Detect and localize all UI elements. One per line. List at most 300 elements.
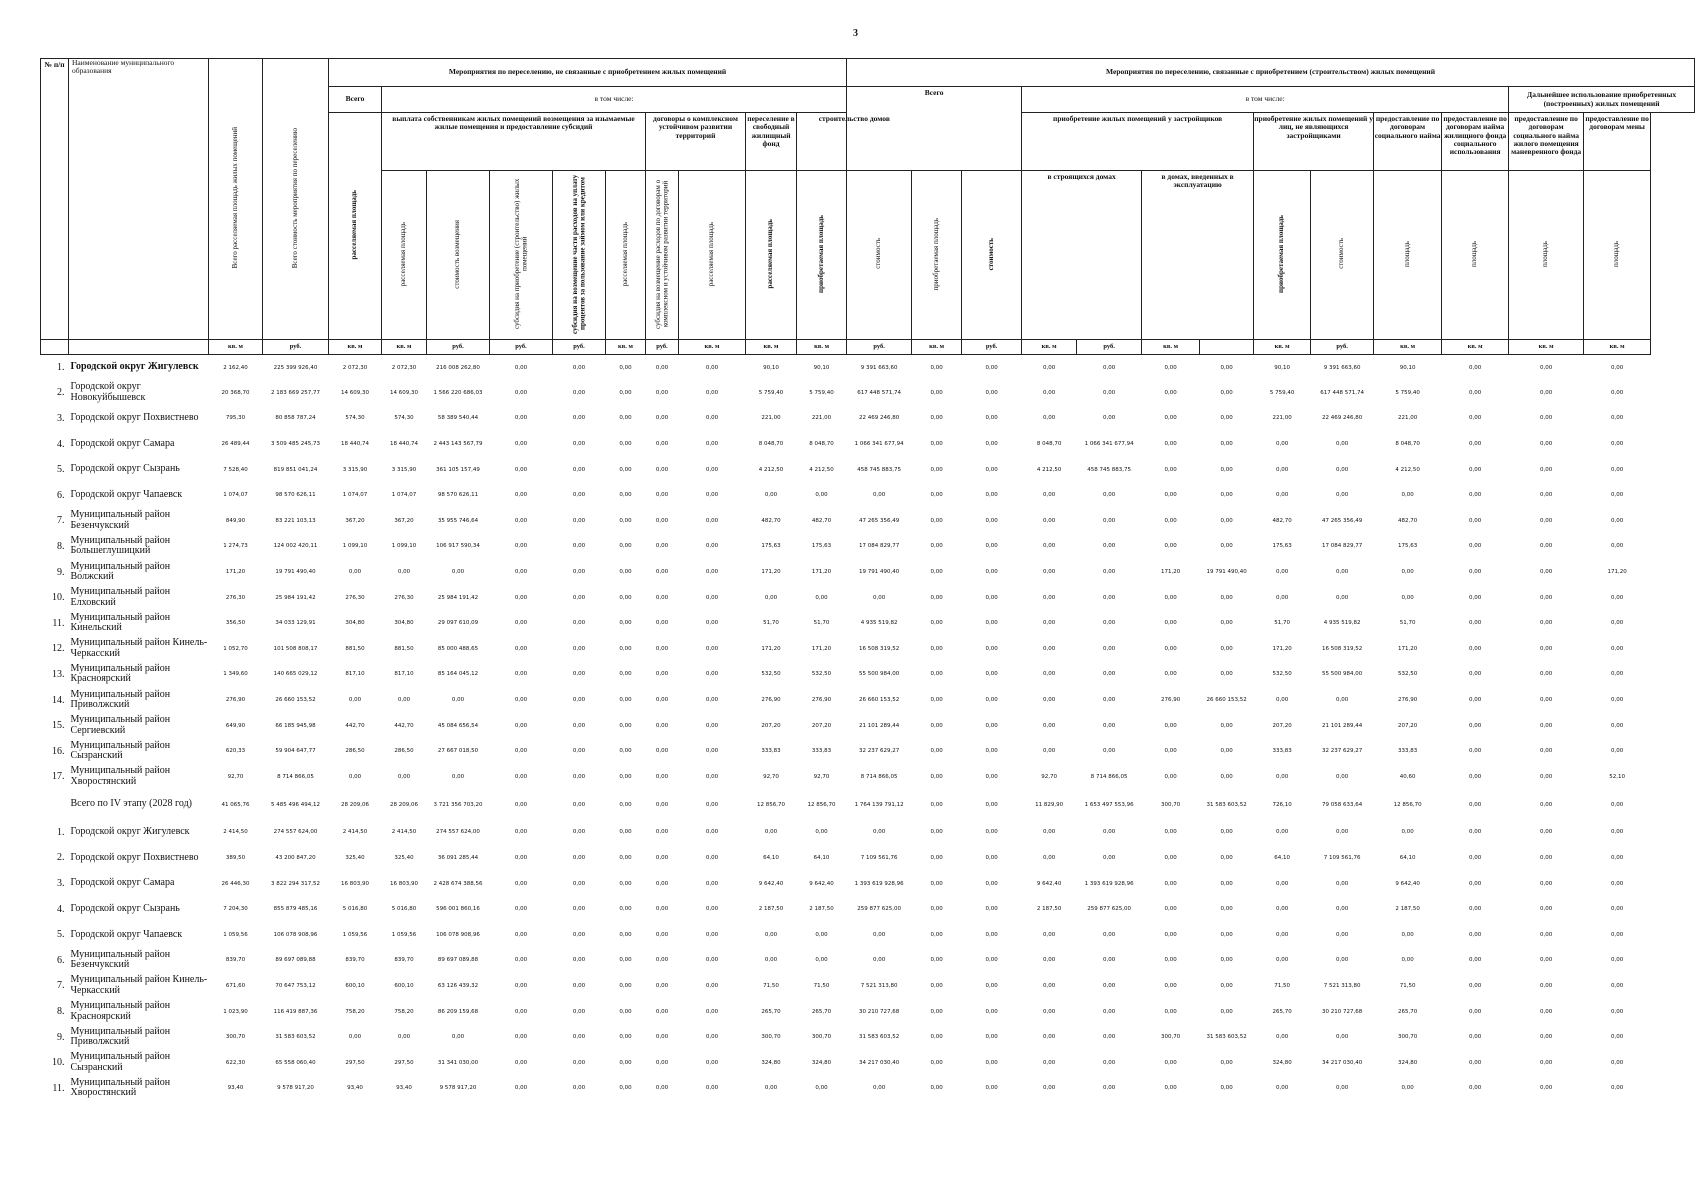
cell-value: 0,00 — [1335, 466, 1349, 473]
cell-value: 0,00 — [705, 441, 719, 448]
row-number: 17. — [52, 771, 65, 783]
cell-value: 0,00 — [655, 1034, 669, 1041]
cell-value: 0,00 — [619, 1059, 632, 1066]
cell-value: 0,00 — [1539, 389, 1553, 396]
cell-value: 9 578 917,20 — [439, 1085, 477, 1092]
municipality-name: Городской округ Жигулевск — [70, 361, 199, 373]
cell-value: 0,00 — [1220, 748, 1233, 755]
cell-value: 0,00 — [1539, 982, 1553, 989]
cell-value: 0,00 — [655, 1008, 669, 1015]
cell-value: 482,70 — [811, 517, 832, 524]
cell-value: 0,00 — [930, 517, 943, 524]
cell-value: 7 521 313,80 — [1323, 982, 1361, 989]
total-cost-value: 98 570 626,11 — [275, 492, 316, 499]
cell-value: 0,00 — [705, 829, 719, 836]
cell-value: 297,50 — [394, 1059, 414, 1066]
total-area-value: 356,50 — [225, 620, 246, 627]
cell-value: 0,00 — [1042, 1085, 1056, 1092]
cell-value: 0,00 — [1275, 1085, 1289, 1092]
cell-value: 0,00 — [514, 671, 528, 678]
cell-value: 0,00 — [985, 801, 998, 808]
cell-value: 0,00 — [930, 906, 943, 913]
total-area-value: 26 489,44 — [221, 441, 250, 448]
cell-value: 881,50 — [345, 645, 365, 652]
cell-value: 259 877 625,00 — [857, 906, 901, 913]
total-area-value: 300,70 — [225, 1034, 246, 1041]
cell-value: 0,00 — [572, 722, 586, 729]
cell-value: 0,00 — [930, 748, 943, 755]
cell-value: 2 187,50 — [1395, 906, 1420, 913]
cell-value: 0,00 — [572, 880, 586, 887]
header-col-20: площадь — [1374, 171, 1442, 340]
cell-value: 0,00 — [1468, 466, 1482, 473]
municipality-name: Муниципальный район Безенчукский — [70, 509, 171, 531]
unit-cell: кв. м — [382, 340, 427, 355]
cell-value: 0,00 — [985, 931, 998, 938]
cell-value: 29 097 610,09 — [437, 620, 479, 627]
cell-value: 0,00 — [1539, 854, 1553, 861]
cell-value: 0,00 — [1610, 466, 1624, 473]
cell-value: 0,00 — [1401, 1085, 1414, 1092]
cell-value: 106 078 908,96 — [436, 931, 480, 938]
cell-value: 0,00 — [514, 543, 528, 550]
cell-value: 0,00 — [397, 569, 411, 576]
cell-value: 0,00 — [705, 697, 719, 704]
cell-value: 0,00 — [1164, 748, 1177, 755]
cell-value: 0,00 — [655, 492, 669, 499]
cell-value: 0,00 — [619, 620, 632, 627]
cell-value: 276,30 — [394, 594, 414, 601]
total-cost-value: 25 984 191,42 — [275, 594, 316, 601]
cell-value: 171,20 — [1160, 569, 1181, 576]
cell-value: 0,00 — [1468, 543, 1482, 550]
total-area-value: 622,30 — [225, 1059, 246, 1066]
cell-value: 0,00 — [764, 594, 778, 601]
municipality-name: Муниципальный район Кинельский — [70, 611, 171, 634]
cell-value: 0,00 — [985, 982, 998, 989]
total-cost-value: 101 508 808,17 — [273, 645, 318, 652]
cell-value: 0,00 — [619, 854, 632, 861]
cell-value: 0,00 — [514, 697, 528, 704]
cell-value: 0,00 — [1539, 569, 1553, 576]
table-row — [41, 871, 1695, 897]
cell-value: 839,70 — [394, 957, 414, 964]
header-col-13: стоимость — [962, 171, 1022, 340]
cell-value: 9 391 663,60 — [860, 364, 898, 371]
cell-value: 0,00 — [705, 957, 719, 964]
cell-value: 55 500 984,00 — [858, 671, 900, 678]
cell-value: 0,00 — [1539, 441, 1553, 448]
cell-value: 0,00 — [1220, 722, 1233, 729]
cell-value: 0,00 — [1220, 1008, 1233, 1015]
cell-value: 3 315,90 — [342, 466, 368, 473]
cell-value: 0,00 — [1610, 594, 1624, 601]
cell-value: 532,50 — [811, 671, 832, 678]
cell-value: 0,00 — [1220, 594, 1233, 601]
cell-value: 0,00 — [1468, 1008, 1482, 1015]
cell-value: 0,00 — [1220, 364, 1233, 371]
cell-value: 0,00 — [985, 543, 998, 550]
table-row — [41, 482, 1695, 508]
cell-value: 758,20 — [394, 1008, 414, 1015]
cell-value: 0,00 — [985, 441, 998, 448]
cell-value: 0,00 — [1164, 829, 1177, 836]
cell-value: 0,00 — [572, 441, 586, 448]
cell-value: 0,00 — [619, 1008, 632, 1015]
table-row — [41, 1076, 1695, 1102]
row-number: 14. — [52, 694, 65, 706]
row-number: 6. — [57, 489, 65, 501]
cell-value: 367,20 — [394, 517, 414, 524]
row-number: 7. — [57, 515, 65, 527]
cell-value: 0,00 — [1401, 594, 1414, 601]
unit-cell: руб. — [847, 340, 912, 355]
cell-value: 0,00 — [705, 364, 719, 371]
cell-value: 324,80 — [1397, 1059, 1418, 1066]
cell-value: 7 109 561,76 — [1323, 854, 1361, 861]
row-number: 9. — [57, 1031, 65, 1043]
cell-value: 0,00 — [1042, 722, 1056, 729]
cell-value: 0,00 — [619, 517, 632, 524]
cell-value: 0,00 — [1164, 1085, 1177, 1092]
cell-value: 0,00 — [1468, 389, 1482, 396]
cell-value: 0,00 — [1275, 906, 1289, 913]
cell-value: 22 469 246,80 — [858, 415, 900, 422]
cell-value: 276,90 — [1160, 697, 1181, 704]
unit-cell: кв. м — [1254, 340, 1311, 355]
table-row — [41, 820, 1695, 846]
municipality-name: Городской округ Самара — [70, 877, 175, 889]
cell-value: 482,70 — [761, 517, 781, 524]
row-number: 5. — [57, 464, 65, 476]
resettlement-table — [40, 58, 1695, 1101]
cell-value: 64,10 — [1399, 854, 1416, 861]
cell-value: 0,00 — [985, 671, 998, 678]
cell-value: 0,00 — [985, 569, 998, 576]
cell-value: 0,00 — [1042, 982, 1056, 989]
cell-value: 4 212,50 — [1395, 466, 1420, 473]
cell-value: 3 315,90 — [391, 466, 417, 473]
cell-value: 617 448 571,74 — [1320, 389, 1364, 396]
cell-value: 9 642,40 — [809, 880, 834, 887]
cell-value: 0,00 — [985, 620, 998, 627]
cell-value: 0,00 — [1610, 1085, 1624, 1092]
cell-value: 22 469 246,80 — [1321, 415, 1363, 422]
cell-value: 0,00 — [985, 748, 998, 755]
cell-value: 18 440,74 — [390, 441, 418, 448]
cell-value: 0,00 — [619, 801, 632, 808]
cell-value: 0,00 — [1401, 569, 1414, 576]
cell-value: 106 917 590,34 — [436, 543, 480, 550]
cell-value: 0,00 — [655, 620, 669, 627]
total-area-value: 92,70 — [227, 773, 244, 780]
header-total-cost: Всего стоимость мероприятия по переселению — [263, 59, 329, 340]
cell-value: 0,00 — [705, 1059, 719, 1066]
cell-value: 0,00 — [1468, 569, 1482, 576]
cell-value: 0,00 — [1539, 748, 1553, 755]
cell-value: 0,00 — [705, 492, 719, 499]
cell-value: 0,00 — [930, 722, 943, 729]
cell-value: 0,00 — [872, 957, 886, 964]
cell-value: 0,00 — [985, 957, 998, 964]
cell-value: 0,00 — [1220, 620, 1233, 627]
cell-value: 0,00 — [1164, 982, 1177, 989]
cell-value: 0,00 — [655, 880, 669, 887]
cell-value: 28 209,06 — [390, 801, 418, 808]
cell-value: 0,00 — [1539, 906, 1553, 913]
total-area-value: 2 414,50 — [223, 829, 248, 836]
cell-value: 8 048,70 — [758, 441, 784, 448]
cell-value: 0,00 — [1275, 773, 1289, 780]
total-cost-value: 70 647 753,12 — [275, 982, 316, 989]
cell-value: 30 210 727,68 — [1321, 1008, 1363, 1015]
cell-value: 0,00 — [655, 415, 669, 422]
cell-value: 1 074,07 — [342, 492, 368, 499]
cell-value: 0,00 — [1042, 620, 1056, 627]
cell-value: 2 414,50 — [391, 829, 417, 836]
header-col-6: расселяемая площадь — [606, 171, 646, 340]
cell-value: 0,00 — [655, 1085, 669, 1092]
cell-value: 0,00 — [572, 906, 586, 913]
cell-value: 0,00 — [985, 697, 998, 704]
cell-value: 0,00 — [815, 594, 828, 601]
cell-value: 36 091 285,44 — [437, 854, 479, 861]
cell-value: 0,00 — [705, 1008, 719, 1015]
cell-value: 0,00 — [572, 854, 586, 861]
municipality-name: Муниципальный район Красноярский — [70, 662, 171, 685]
cell-value: 0,00 — [655, 364, 669, 371]
total-cost-value: 66 185 945,98 — [275, 722, 316, 729]
cell-value: 0,00 — [1610, 671, 1624, 678]
cell-value: 0,00 — [1164, 594, 1177, 601]
cell-value: 0,00 — [514, 594, 528, 601]
cell-value: 0,00 — [1468, 441, 1482, 448]
table-row — [41, 738, 1695, 764]
row-number: 8. — [57, 1006, 65, 1018]
cell-value: 5 759,40 — [1269, 389, 1295, 396]
cell-value: 0,00 — [1164, 722, 1177, 729]
municipality-name: Городской округ Сызрань — [70, 902, 180, 914]
header-col-21: площадь — [1442, 171, 1509, 340]
cell-value: 0,00 — [514, 801, 528, 808]
cell-value: 0,00 — [397, 697, 411, 704]
cell-value: 600,10 — [394, 982, 414, 989]
cell-value: 0,00 — [815, 957, 828, 964]
cell-value: 0,00 — [1164, 517, 1177, 524]
municipality-name: Муниципальный район Сергиевский — [70, 714, 171, 736]
cell-value: 0,00 — [705, 931, 719, 938]
cell-value: 0,00 — [1220, 645, 1233, 652]
cell-value: 0,00 — [619, 645, 632, 652]
cell-value: 9 642,40 — [1036, 880, 1062, 887]
cell-value: 0,00 — [930, 1008, 943, 1015]
municipality-name: Муниципальный район Сызранский — [70, 1051, 171, 1073]
cell-value: 532,50 — [1397, 671, 1418, 678]
row-number: 15. — [52, 720, 65, 732]
header-vsego-2: Всего — [847, 87, 1022, 171]
cell-value: 0,00 — [1275, 697, 1289, 704]
cell-value: 0,00 — [705, 389, 719, 396]
cell-value: 171,20 — [1397, 645, 1418, 652]
cell-value: 0,00 — [872, 931, 886, 938]
cell-value: 0,00 — [1102, 748, 1116, 755]
cell-value: 0,00 — [1401, 957, 1414, 964]
row-number: 3. — [57, 878, 65, 890]
cell-value: 0,00 — [514, 1008, 528, 1015]
cell-value: 17 084 829,77 — [1321, 543, 1363, 550]
cell-value: 300,70 — [1160, 801, 1181, 808]
total-cost-value: 89 697 089,88 — [275, 957, 316, 964]
cell-value: 0,00 — [572, 594, 586, 601]
cell-value: 5 016,80 — [391, 906, 417, 913]
cell-value: 171,20 — [761, 645, 781, 652]
cell-value: 0,00 — [1468, 829, 1482, 836]
total-area-value: 41 065,76 — [221, 801, 250, 808]
cell-value: 0,00 — [1610, 880, 1624, 887]
cell-value: 8 048,70 — [809, 441, 834, 448]
cell-value: 0,00 — [985, 364, 998, 371]
cell-value: 0,00 — [1610, 854, 1624, 861]
cell-value: 0,00 — [1102, 415, 1116, 422]
header-col-10: приобретаемая площадь — [797, 171, 847, 340]
cell-value: 35 955 746,64 — [437, 517, 479, 524]
cell-value: 0,00 — [1275, 957, 1289, 964]
cell-value: 817,10 — [345, 671, 365, 678]
cell-value: 600,10 — [345, 982, 365, 989]
total-area-value: 26 446,30 — [221, 880, 250, 887]
cell-value: 0,00 — [397, 1034, 411, 1041]
cell-value: 442,70 — [345, 722, 365, 729]
cell-value: 265,70 — [761, 1008, 781, 1015]
table-row — [41, 845, 1695, 871]
unit-cell: кв. м — [1022, 340, 1077, 355]
cell-value: 458 745 883,75 — [1087, 466, 1131, 473]
cell-value: 0,00 — [705, 594, 719, 601]
cell-value: 0,00 — [572, 931, 586, 938]
cell-value: 0,00 — [1102, 829, 1116, 836]
cell-value: 175,63 — [761, 543, 781, 550]
municipality-name: Муниципальный район Большеглушицкий — [70, 534, 171, 557]
cell-value: 16 803,90 — [390, 880, 418, 887]
cell-value: 0,00 — [1468, 982, 1482, 989]
cell-value: 0,00 — [348, 569, 362, 576]
cell-value: 0,00 — [1102, 722, 1116, 729]
table-row — [41, 948, 1695, 974]
cell-value: 0,00 — [1610, 620, 1624, 627]
header-col-22: площадь — [1509, 171, 1584, 340]
cell-value: 0,00 — [985, 645, 998, 652]
cell-value: 0,00 — [1539, 697, 1553, 704]
cell-value: 0,00 — [985, 829, 998, 836]
cell-value: 0,00 — [1102, 645, 1116, 652]
unit-cell: руб. — [962, 340, 1022, 355]
cell-value: 1 059,56 — [342, 931, 368, 938]
cell-value: 0,00 — [619, 1085, 632, 1092]
cell-value: 276,30 — [345, 594, 365, 601]
cell-value: 0,00 — [1042, 697, 1056, 704]
cell-value: 0,00 — [1468, 773, 1482, 780]
cell-value: 0,00 — [655, 543, 669, 550]
cell-value: 0,00 — [1468, 415, 1482, 422]
cell-value: 4 212,50 — [758, 466, 784, 473]
cell-value: 0,00 — [985, 880, 998, 887]
header-vsego-1: Всего — [329, 87, 382, 113]
cell-value: 1 393 619 928,96 — [854, 880, 904, 887]
total-area-value: 849,90 — [225, 517, 246, 524]
cell-value: 0,00 — [348, 1034, 362, 1041]
cell-value: 304,80 — [394, 620, 414, 627]
cell-value: 175,63 — [1397, 543, 1418, 550]
cell-value: 0,00 — [1164, 415, 1177, 422]
cell-value: 0,00 — [815, 931, 828, 938]
total-area-value: 1 349,60 — [223, 671, 248, 678]
cell-value: 16 803,90 — [341, 880, 369, 887]
cell-value: 0,00 — [1220, 1085, 1233, 1092]
cell-value: 0,00 — [572, 829, 586, 836]
cell-value: 0,00 — [572, 1059, 586, 1066]
cell-value: 0,00 — [1164, 645, 1177, 652]
cell-value: 0,00 — [1102, 543, 1116, 550]
cell-value: 9 642,40 — [758, 880, 784, 887]
cell-value: 259 877 625,00 — [1087, 906, 1131, 913]
cell-value: 90,10 — [1399, 364, 1416, 371]
cell-value: 333,83 — [811, 748, 832, 755]
cell-value: 12 856,70 — [757, 801, 785, 808]
cell-value: 0,00 — [1610, 748, 1624, 755]
cell-value: 0,00 — [1164, 906, 1177, 913]
cell-value: 0,00 — [619, 389, 632, 396]
cell-value: 0,00 — [514, 569, 528, 576]
cell-value: 21 101 289,44 — [858, 722, 900, 729]
cell-value: 8 048,70 — [1036, 441, 1062, 448]
cell-value: 11 829,90 — [1035, 801, 1064, 808]
cell-value: 617 448 571,74 — [857, 389, 901, 396]
cell-value: 0,00 — [1468, 957, 1482, 964]
cell-value: 0,00 — [1539, 773, 1553, 780]
municipality-name: Всего по IV этапу (2028 год) — [70, 798, 192, 810]
cell-value: 0,00 — [514, 1059, 528, 1066]
cell-value: 0,00 — [1335, 931, 1349, 938]
cell-value: 0,00 — [1539, 543, 1553, 550]
cell-value: 26 660 153,52 — [1206, 697, 1247, 704]
cell-value: 0,00 — [1539, 957, 1553, 964]
cell-value: 0,00 — [930, 389, 943, 396]
cell-value: 0,00 — [1335, 906, 1349, 913]
cell-value: 304,80 — [345, 620, 365, 627]
cell-value: 0,00 — [1610, 1008, 1624, 1015]
row-number: 11. — [52, 1082, 65, 1094]
cell-value: 0,00 — [619, 594, 632, 601]
cell-value: 52,10 — [1609, 773, 1625, 780]
cell-value: 0,00 — [572, 1085, 586, 1092]
cell-value: 0,00 — [572, 671, 586, 678]
cell-value: 0,00 — [1164, 671, 1177, 678]
cell-value: 0,00 — [1220, 441, 1233, 448]
cell-value: 0,00 — [985, 722, 998, 729]
cell-value: 0,00 — [1539, 466, 1553, 473]
cell-value: 0,00 — [1042, 645, 1056, 652]
total-cost-value: 8 714 866,05 — [277, 773, 314, 780]
cell-value: 0,00 — [930, 671, 943, 678]
cell-value: 0,00 — [1335, 569, 1349, 576]
municipality-name: Городской округ Самара — [70, 437, 175, 449]
cell-value: 0,00 — [872, 829, 886, 836]
cell-value: 0,00 — [1335, 957, 1349, 964]
cell-value: 0,00 — [1042, 1034, 1056, 1041]
cell-value: 0,00 — [514, 829, 528, 836]
cell-value: 0,00 — [930, 854, 943, 861]
cell-value: 0,00 — [764, 492, 778, 499]
